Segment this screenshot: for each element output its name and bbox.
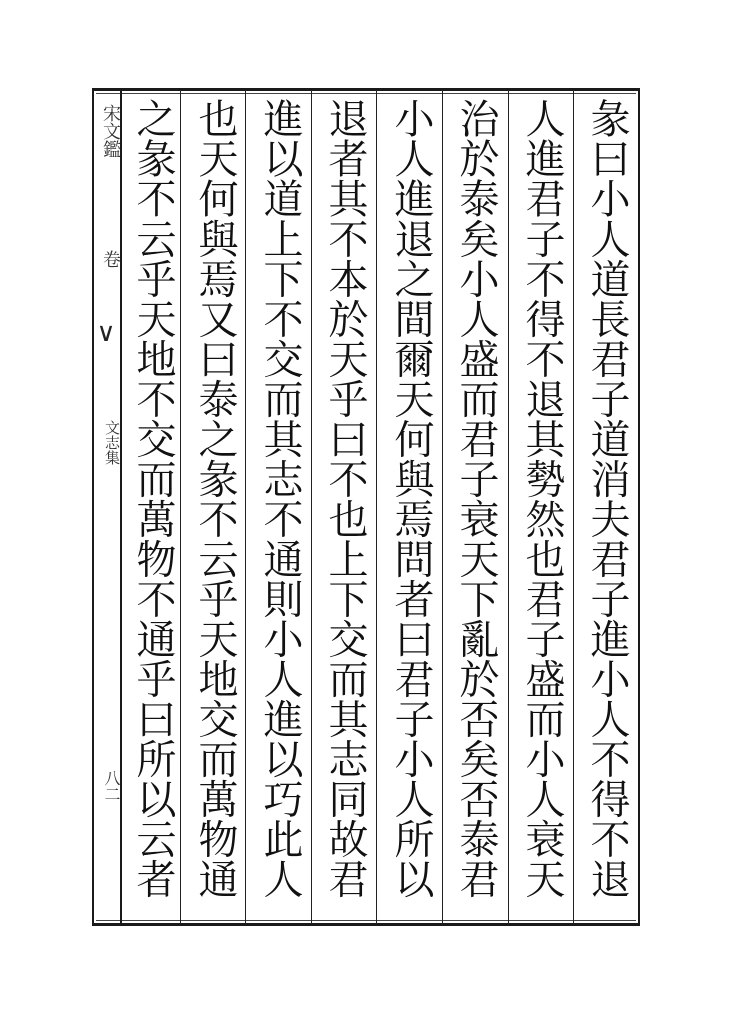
text-column-1: 彖曰小人道長君子道消夫君子進小人不得不退: [584, 98, 630, 899]
margin-juan: 卷: [100, 250, 121, 268]
text-column-2: 人進君子不得不退其勢然也君子盛而小人衰天: [519, 98, 565, 899]
column-divider: [573, 90, 574, 924]
column-divider: [442, 90, 443, 924]
column-divider: [376, 90, 377, 924]
text-column-3: 治於泰矣小人盛而君子衰天下亂於否矣否泰君: [453, 98, 499, 899]
margin-collection: 文志集: [103, 420, 121, 465]
text-column-4: 小人進退之間爾天何與焉問者曰君子小人所以: [388, 98, 434, 899]
margin-book-title: 宋文鑑: [100, 104, 121, 158]
page-number: 八二: [102, 770, 121, 802]
text-column-8: 之彖不云乎天地不交而萬物不通乎曰所以云者: [130, 98, 176, 899]
column-divider: [311, 90, 312, 924]
column-divider: [508, 90, 509, 924]
text-column-6: 進以道上下不交而其志不通則小人進以巧此人: [257, 98, 303, 899]
fold-mark-icon: ∨: [96, 318, 116, 348]
column-divider: [245, 90, 246, 924]
text-column-7: 也天何與焉又曰泰之彖不云乎天地交而萬物通: [192, 98, 238, 899]
text-column-5: 退者其不本於天乎曰不也上下交而其志同故君: [322, 98, 368, 899]
